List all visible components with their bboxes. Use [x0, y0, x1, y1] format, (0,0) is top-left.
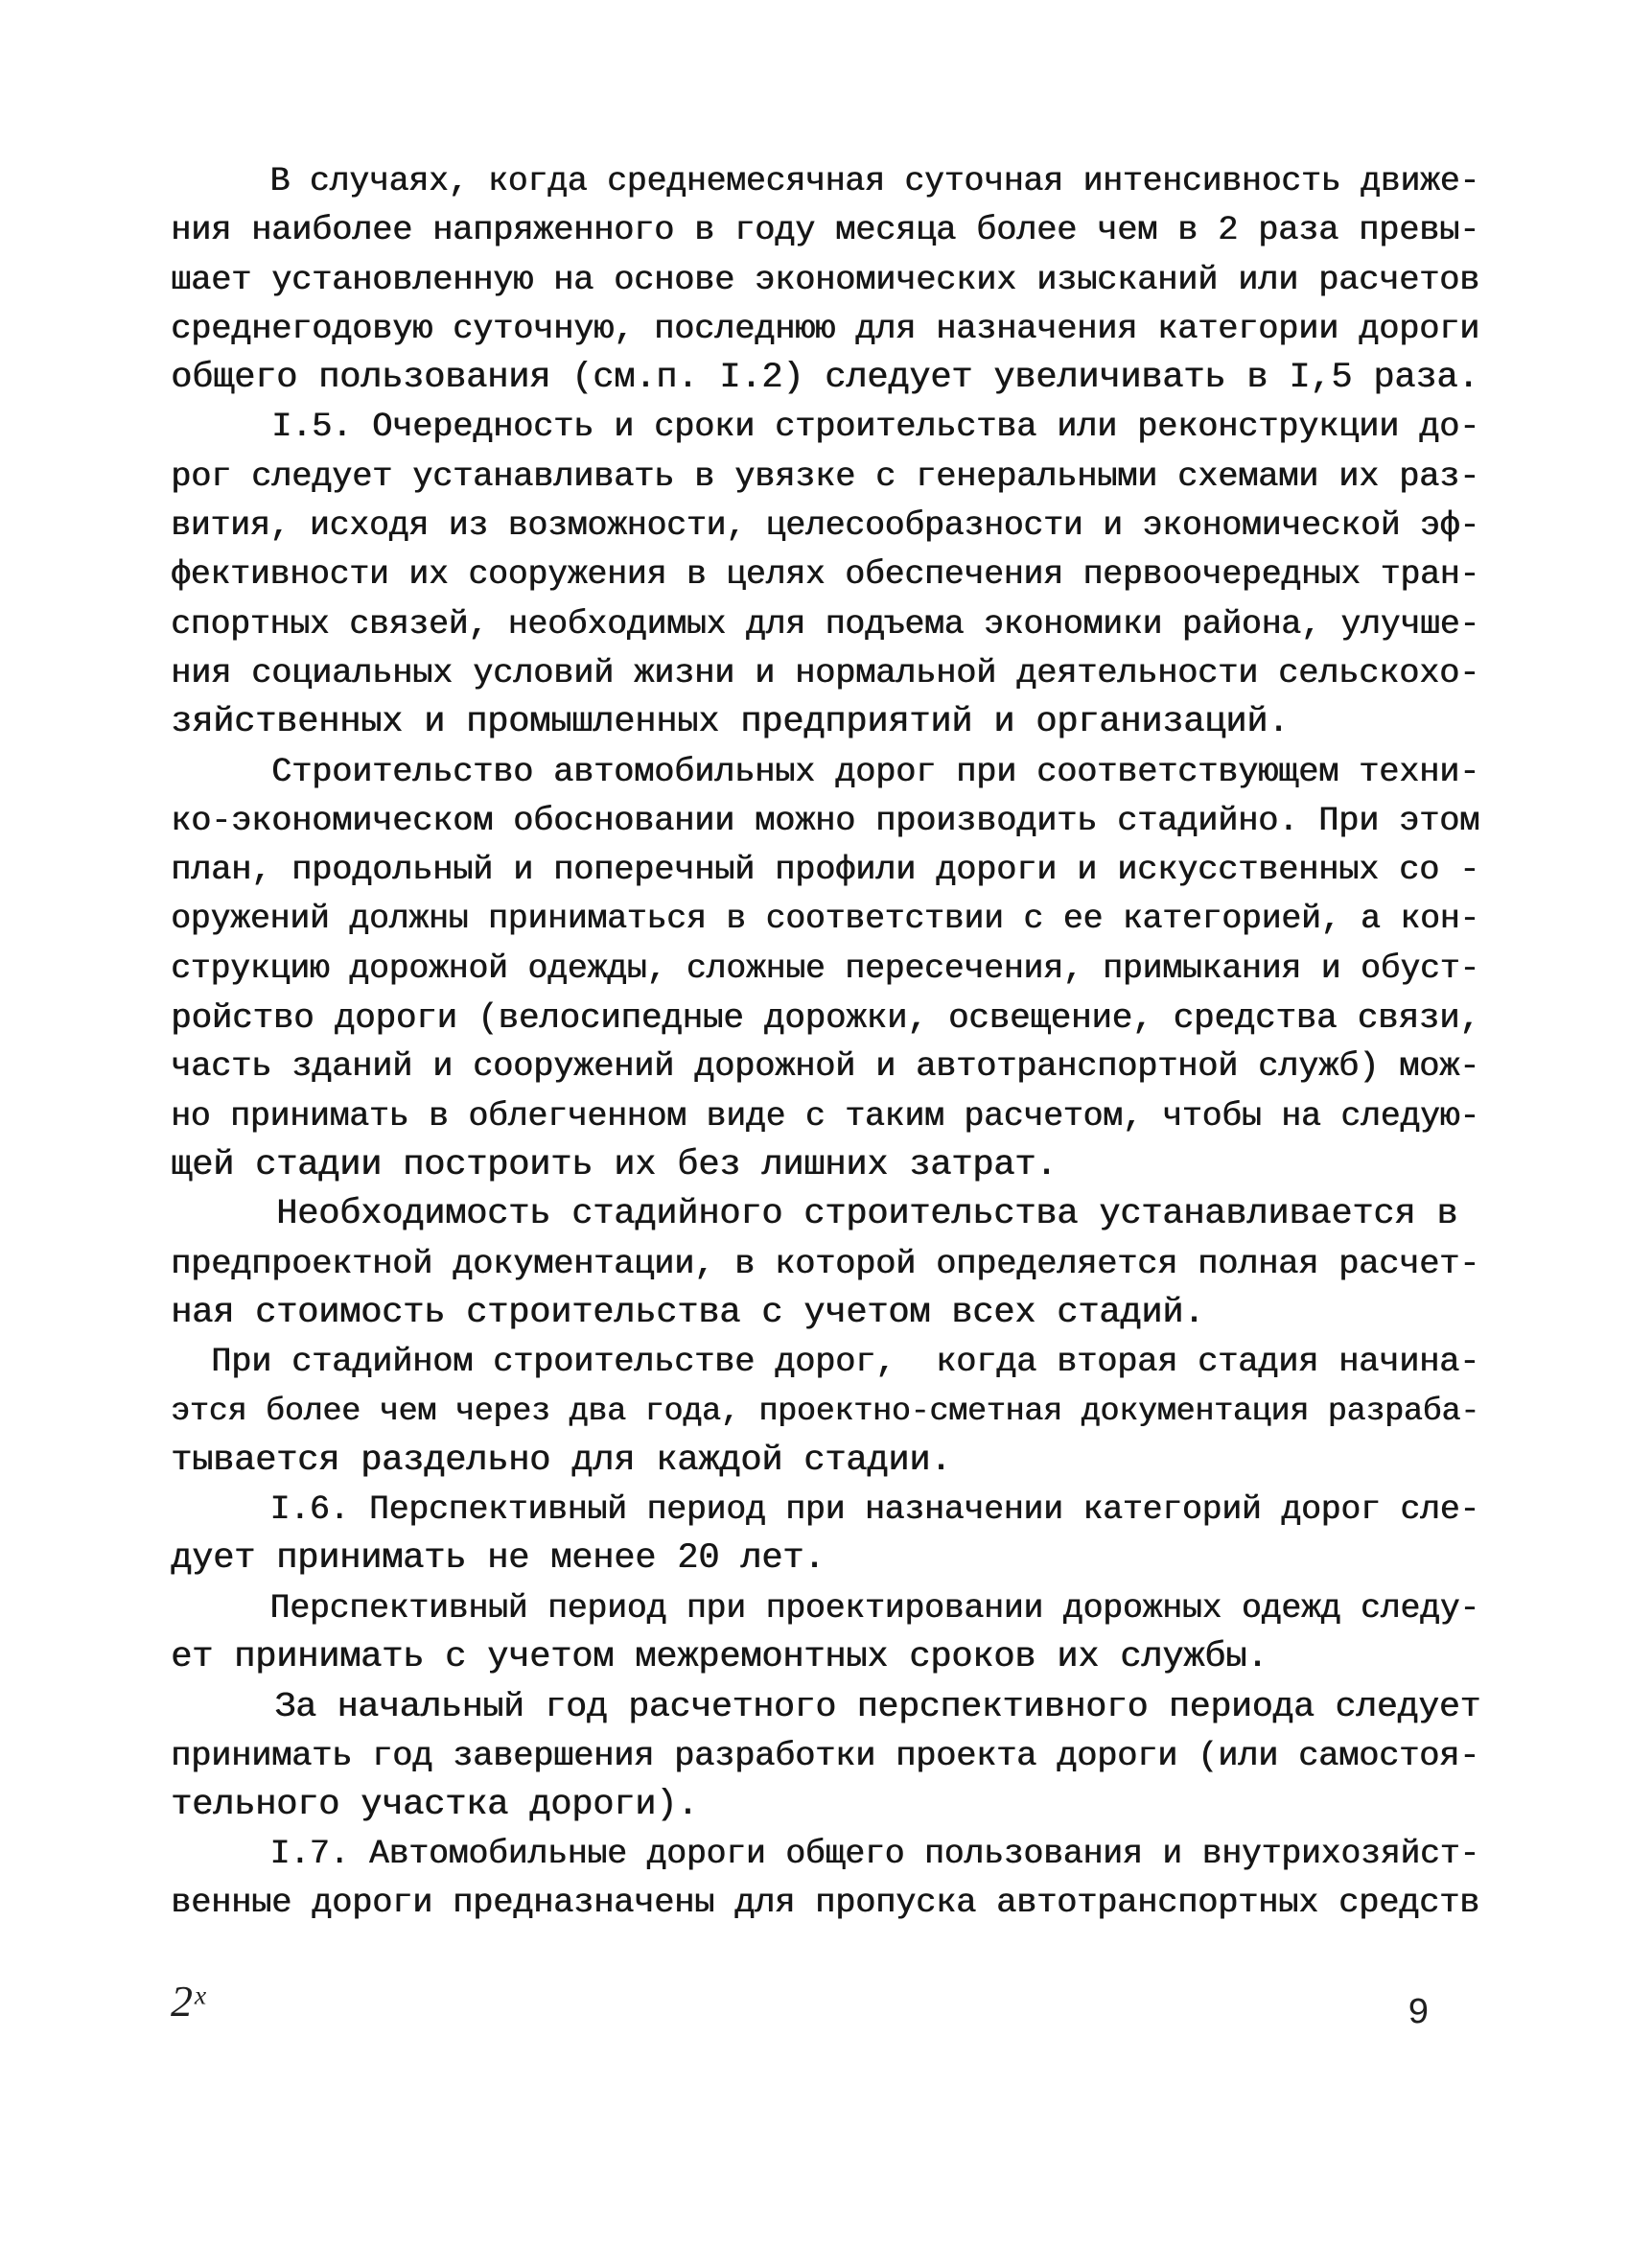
text-line: часть зданий и сооружений дорожной и автотранспортной служб) мож- [171, 1047, 1480, 1087]
text-line: ко-экономическом обосновании можно производить стадийно. При этом [171, 801, 1480, 840]
body-text [171, 157, 1494, 1929]
text-line: В случаях, когда среднемесячная суточная интенсивность движе- [171, 163, 1479, 200]
text-line: При стадийном строительстве дорог, когда вторая стадия начина- [171, 1343, 1480, 1382]
text-line: I.7. Автомобильные дороги общего пользования и внутрихозяйст- [171, 1836, 1479, 1874]
text-line: ния социальных условий жизни и нормальной деятельности сельскохо- [171, 653, 1480, 692]
text-line: вития, исходя из возможности, целесообразности и экономической эф- [171, 507, 1479, 546]
text-line: тельного участка дороги). [171, 1784, 699, 1825]
text-line: ройство дороги (велосипедные дорожки, освещение, средства связи, [171, 998, 1480, 1039]
text-line: этся более чем через два года, проектно-сметная документация разраба- [171, 1393, 1479, 1430]
text-line: оружений должны приниматься в соответствии с ее категорией, а кон- [171, 901, 1479, 939]
text-line: принимать год завершения разработки проекта дороги (или самостоя- [171, 1736, 1480, 1775]
text-line: дует принимать не менее 20 лет. [171, 1538, 826, 1580]
text-line: струкцию дорожной одежды, сложные пересечения, примыкания и обуст- [171, 949, 1479, 988]
text-line: тывается раздельно для каждой стадии. [171, 1440, 952, 1481]
text-line: I.6. Перспективный период при назначении категорий дорог сле- [171, 1491, 1479, 1530]
text-line: зяйственных и промышленных предприятий и организаций. [171, 702, 1290, 743]
handwritten-mark: 2ˣ [171, 1977, 205, 2026]
text-line: спортных связей, необходимых для подъема экономики района, улучше- [171, 605, 1479, 644]
text-line: среднегодовую суточную, последнюю для назначения категории дороги [171, 309, 1480, 348]
text-line: ния наиболее напряженного в году месяца более чем в 2 раза превы- [171, 211, 1480, 250]
text-line: рог следует устанавливать в увязке с генеральными схемами их раз- [171, 457, 1480, 496]
text-line: За начальный год расчетного перспективного периода следует [171, 1687, 1481, 1727]
text-line: общего пользования (см.п. I.2) следует увеличивать в I,5 раза. [171, 358, 1479, 399]
text-line: предпроектной документации, в которой определяется полная расчет- [171, 1244, 1480, 1283]
text-line: но принимать в облегченном виде с таким расчетом, чтобы на следую- [171, 1097, 1479, 1136]
text-line: щей стадии построить их без лишних затрат. [171, 1144, 1058, 1185]
page-number: 9 [1408, 1993, 1430, 2034]
text-line: Перспективный период при проектировании дорожных одежд следу- [171, 1589, 1479, 1628]
text-line: I.5. Очередность и сроки строительства или реконструкции до- [171, 408, 1480, 447]
text-line: венные дороги предназначены для пропуска автотранспортных средств [171, 1884, 1480, 1923]
text-line: Строительство автомобильных дорог при соответствующем техни- [171, 752, 1480, 791]
text-line: Необходимость стадийного строительства устанавливается в [171, 1194, 1458, 1235]
text-line: шает установленную на основе экономических изысканий или расчетов [171, 260, 1480, 299]
text-line: ет принимать с учетом межремонтных сроков их службы. [171, 1636, 1268, 1677]
text-line: фективности их сооружения в целях обеспечения первоочередных тран- [171, 556, 1479, 595]
text-line: план, продольный и поперечный профили дороги и искусственных со - [171, 851, 1480, 890]
text-line: ная стоимость строительства с учетом всех стадий. [171, 1292, 1205, 1333]
